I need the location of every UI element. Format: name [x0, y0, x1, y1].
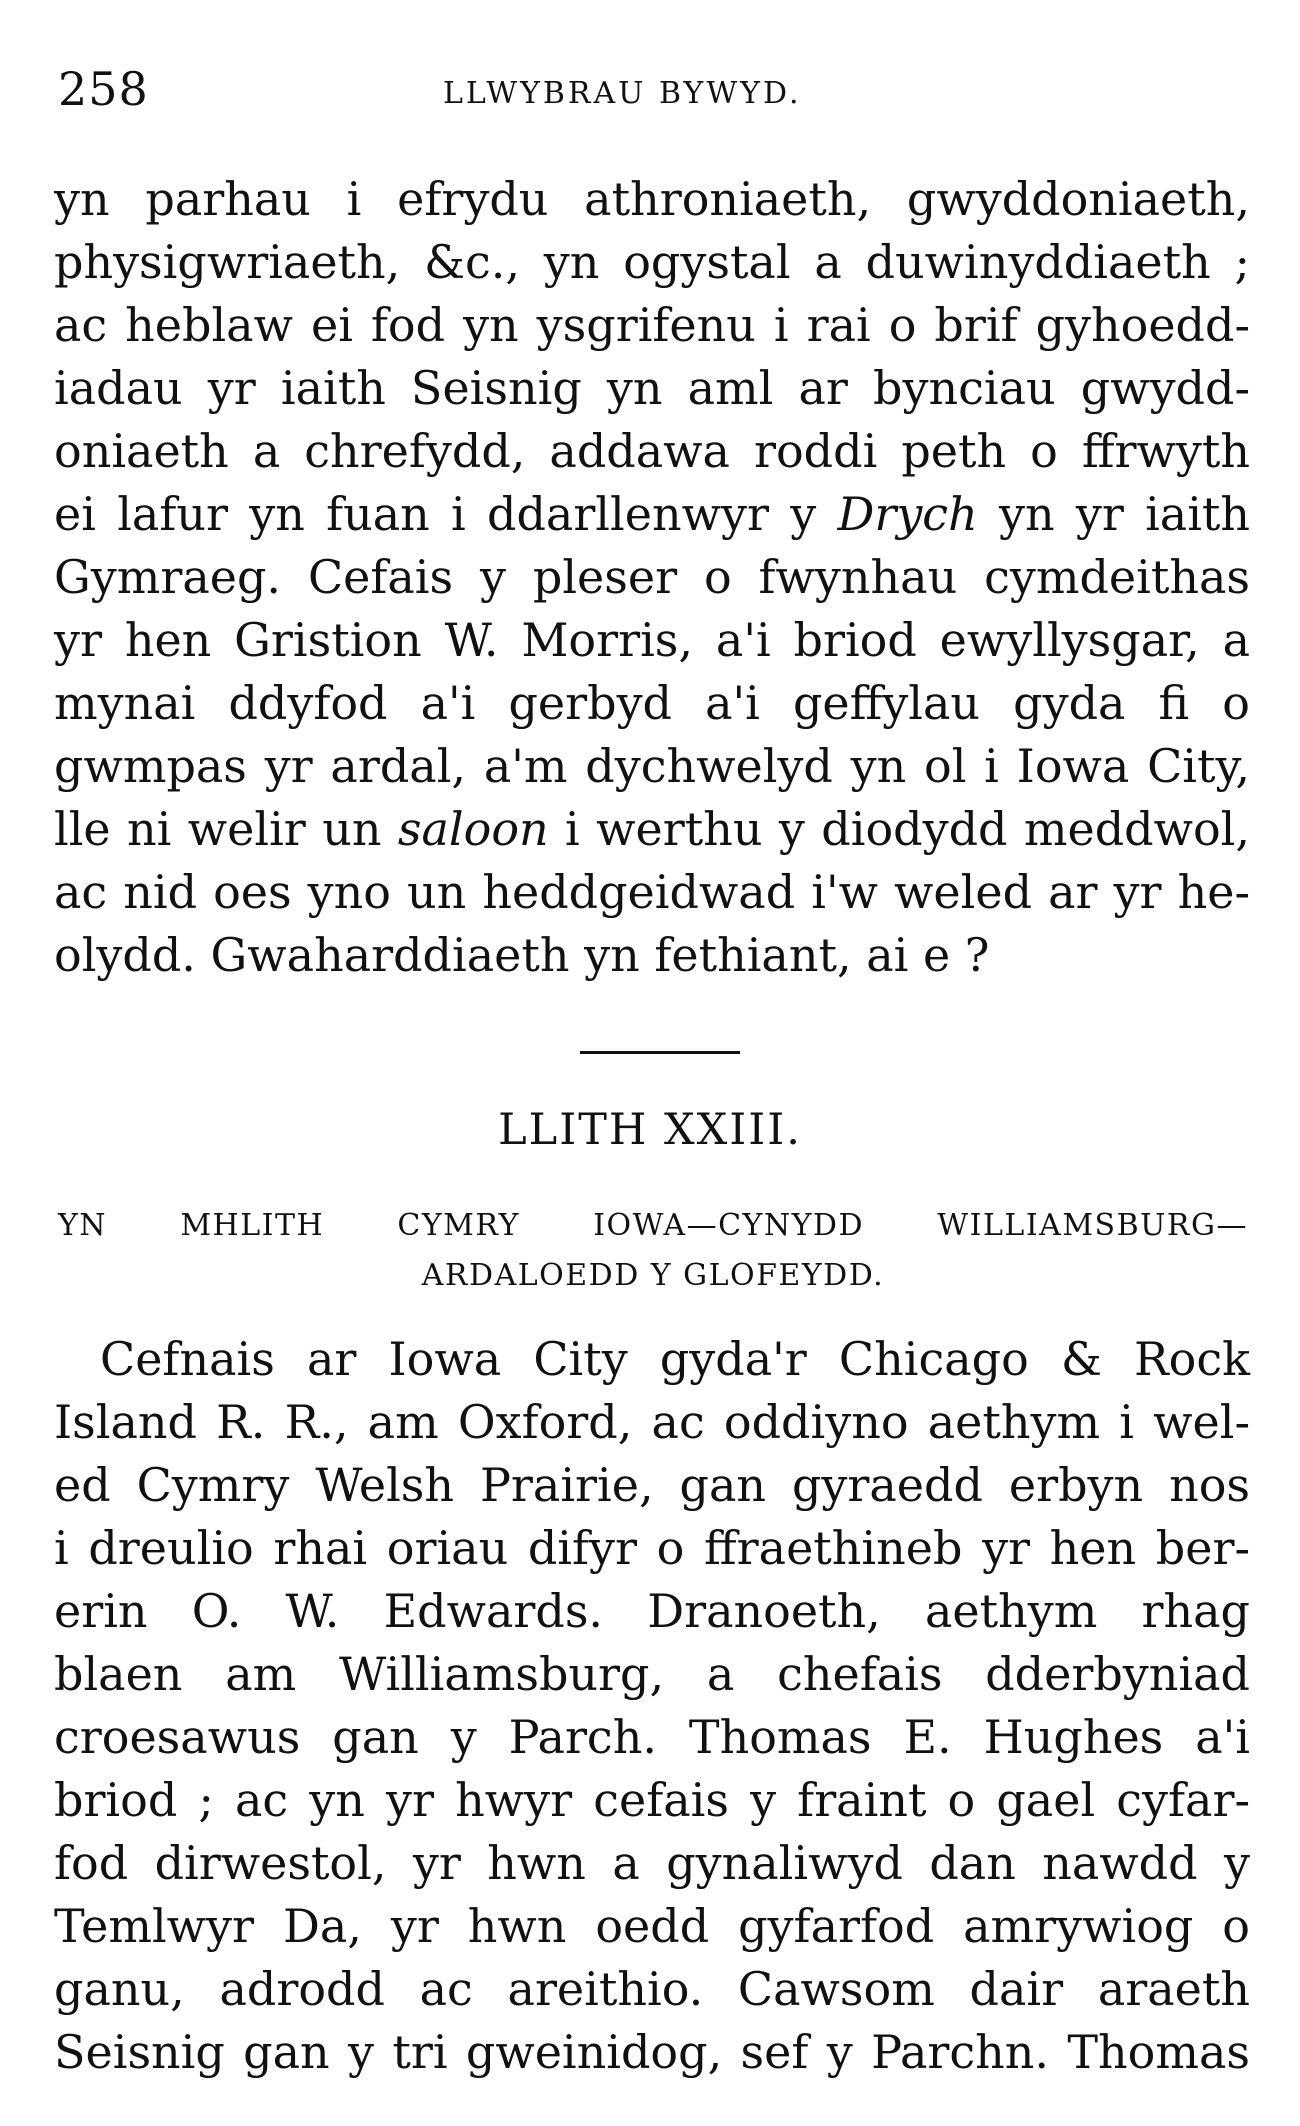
- text-line: Island R. R., am Oxford, ac oddiyno aethym i wel-: [54, 1395, 1250, 1449]
- text-line: ed Cymry Welsh Prairie, gan gyraedd erbyn nos: [54, 1458, 1250, 1512]
- text-line: physigwriaeth, &c., yn ogystal a duwinyddiaeth ;: [54, 235, 1250, 289]
- page-header: [58, 62, 1248, 122]
- section-divider: [580, 1051, 740, 1054]
- text-line: erin O. W. Edwards. Dranoeth, aethym rhag: [54, 1584, 1250, 1638]
- text-line: i dreulio rhai oriau difyr o ffraethineb yr hen ber-: [54, 1521, 1250, 1575]
- text-line: ac nid oes yno un heddgeidwad i'w weled ar yr he-: [54, 865, 1250, 919]
- text-segment: ei lafur yn fuan i ddarllenwyr y: [54, 487, 817, 541]
- text-line: Cefnais ar Iowa City gyda'r Chicago & Rock: [100, 1332, 1250, 1386]
- text-line: [54, 483, 1250, 546]
- text-line: gwmpas yr ardal, a'm dychwelyd yn ol i Iowa City,: [54, 739, 1250, 793]
- running-title: LLWYBRAU BYWYD.: [443, 76, 802, 111]
- text-line: croesawus gan y Parch. Thomas E. Hughes a'i: [54, 1710, 1250, 1764]
- paragraph-2: [54, 1328, 1250, 2084]
- chapter-title: LLITH XXIII.: [498, 1105, 802, 1155]
- chapter-subheading: ARDALOEDD Y GLOFEYDD.: [421, 1258, 885, 1293]
- text-line: yn parhau i efrydu athroniaeth, gwyddoniaeth,: [54, 172, 1250, 226]
- text-segment: i werthu y diodydd meddwol,: [565, 802, 1250, 856]
- chapter-subheading: YN MHLITH CYMRY IOWA—CYNYDD WILLIAMSBURG—: [58, 1208, 1248, 1243]
- text-line: olydd. Gwaharddiaeth yn fethiant, ai e ?: [54, 928, 990, 982]
- text-line: [54, 798, 1250, 861]
- text-line: mynai ddyfod a'i gerbyd a'i geffylau gyda fi o: [54, 676, 1250, 730]
- text-segment: yn yr iaith: [998, 487, 1251, 541]
- text-line: ac heblaw ei fod yn ysgrifenu i rai o brif gyhoedd-: [54, 298, 1250, 352]
- text-line: Seisnig gan y tri gweinidog, sef y Parchn. Thomas: [54, 2025, 1250, 2079]
- text-line: fod dirwestol, yr hwn a gynaliwyd dan nawdd y: [54, 1836, 1250, 1890]
- paragraph-1: [54, 168, 1250, 987]
- text-line: oniaeth a chrefydd, addawa roddi peth o ffrwyth: [54, 424, 1250, 478]
- text-line: Gymraeg. Cefais y pleser o fwynhau cymdeithas: [54, 550, 1250, 604]
- page-number: 258: [58, 62, 149, 116]
- text-line: ganu, adrodd ac areithio. Cawsom dair araeth: [54, 1962, 1250, 2016]
- italic-newspaper-name: Drych: [837, 487, 978, 541]
- text-line: iadau yr iaith Seisnig yn aml ar bynciau gwydd-: [54, 361, 1250, 415]
- text-line: Temlwyr Da, yr hwn oedd gyfarfod amrywiog o: [54, 1899, 1250, 1953]
- text-line: briod ; ac yn yr hwyr cefais y fraint o gael cyfar-: [54, 1773, 1250, 1827]
- text-segment: lle ni welir un: [54, 802, 382, 856]
- text-line: yr hen Gristion W. Morris, a'i briod ewyllysgar, a: [54, 613, 1250, 667]
- text-line: blaen am Williamsburg, a chefais dderbyniad: [54, 1647, 1250, 1701]
- italic-word: saloon: [397, 802, 549, 856]
